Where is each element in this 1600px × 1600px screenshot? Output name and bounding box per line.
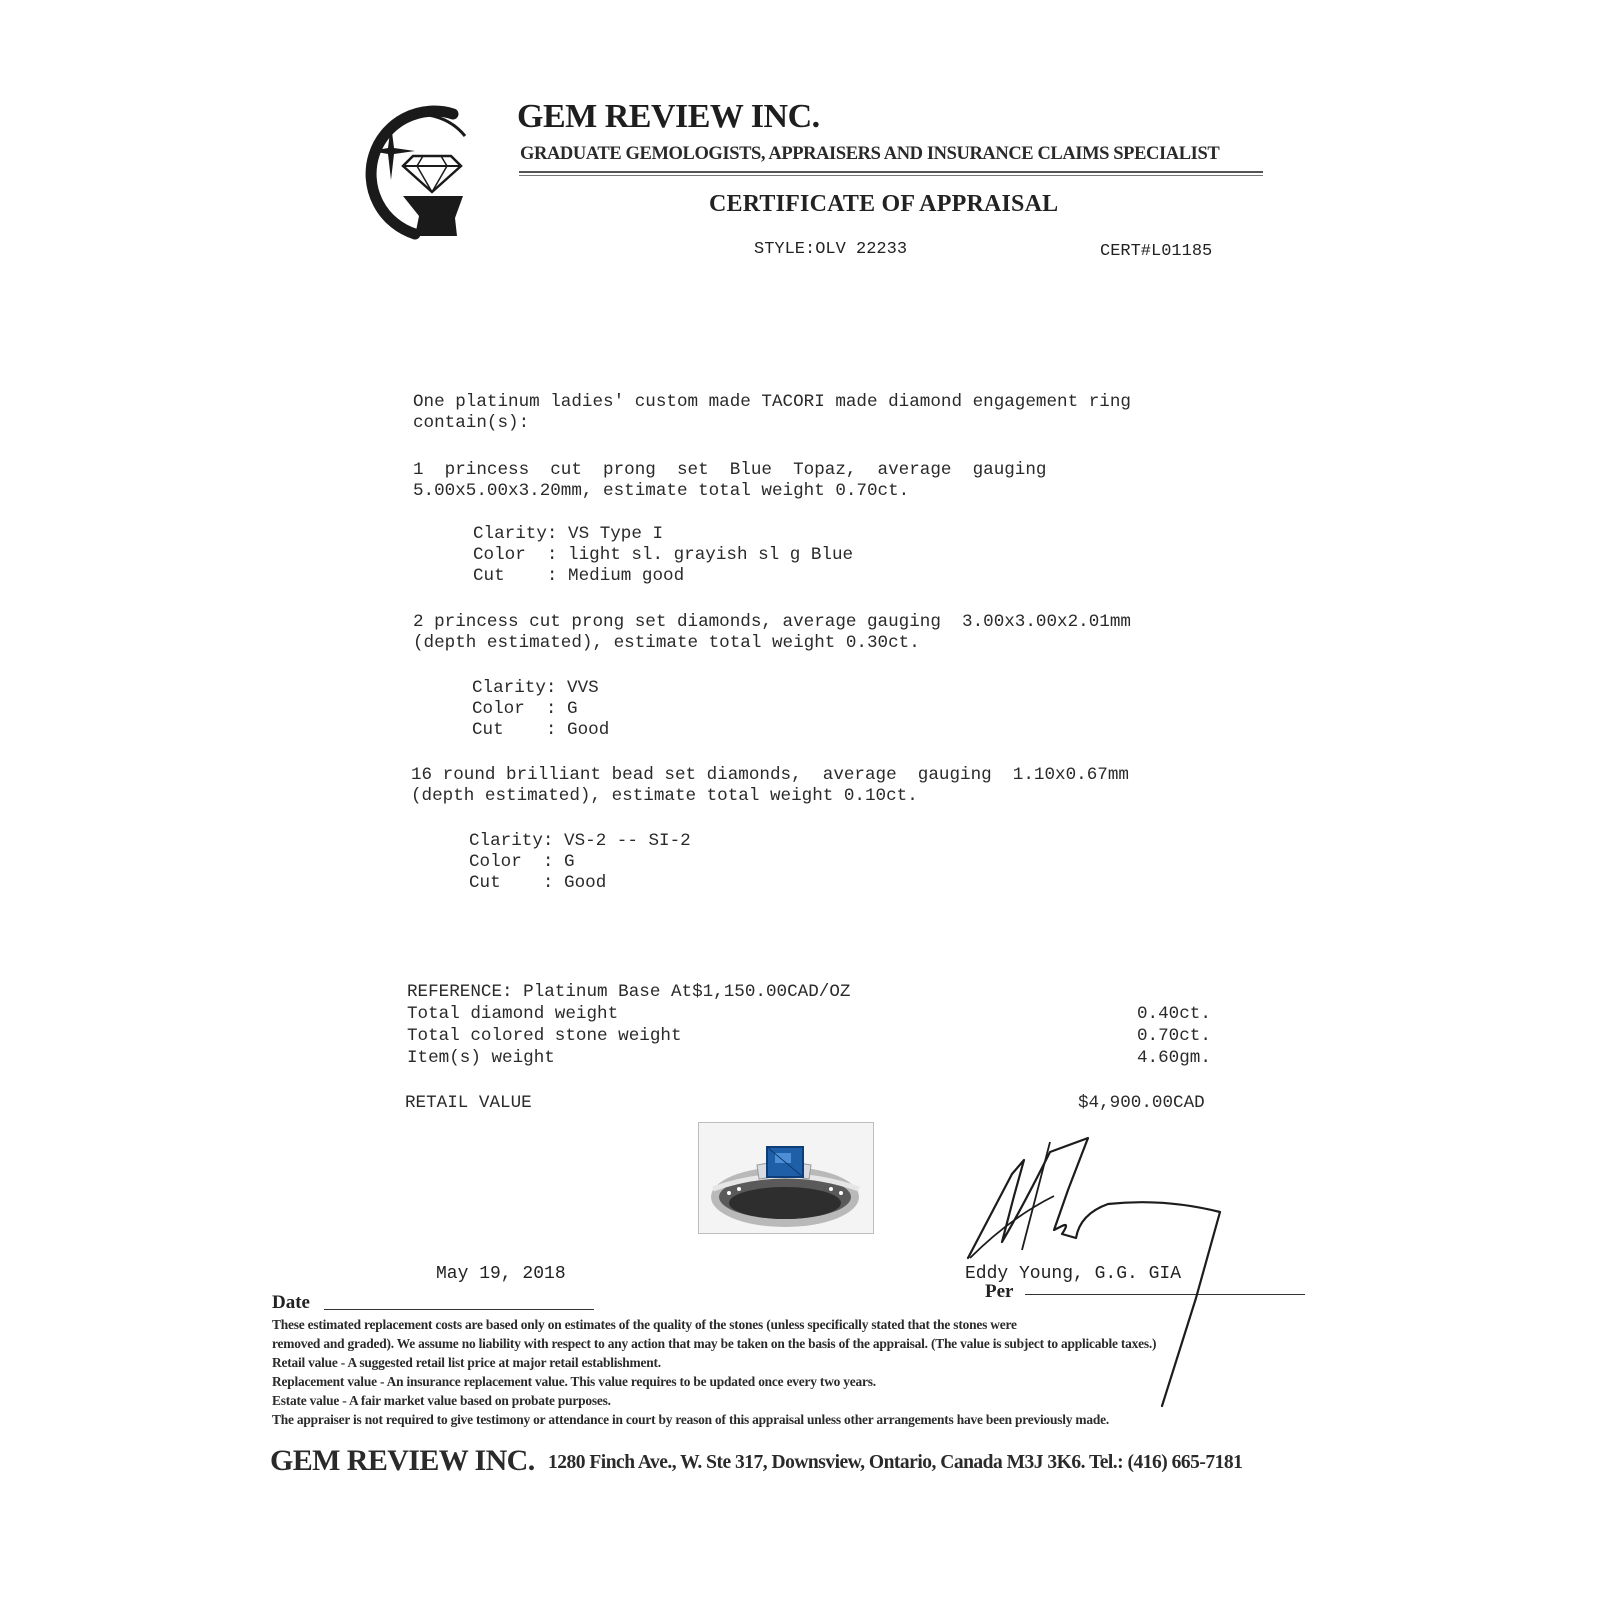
disclaimer-line-6: The appraiser is not required to give testimony or attendance in court by reason of this appraisal unless other arrangements have been previously made. xyxy=(272,1412,1109,1427)
total-colored-stone-weight-label: Total colored stone weight xyxy=(407,1026,682,1046)
disclaimer-line-2: removed and graded). We assume no liability with respect to any action that may be taken on the basis of the appraisal. (The value is subject to applicable taxes.) xyxy=(272,1336,1157,1351)
stone-2-line-2: (depth estimated), estimate total weight 0.30ct. xyxy=(413,633,920,653)
stone-1-line-2: 5.00x5.00x3.20mm, estimate total weight 0.70ct. xyxy=(413,481,910,501)
company-logo xyxy=(345,96,475,242)
certificate-number: CERT#L01185 xyxy=(1100,242,1213,261)
stone-3-line-1: 16 round brilliant bead set diamonds, average gauging 1.10x0.67mm xyxy=(411,765,1129,785)
stone-3-color: Color : G xyxy=(469,852,575,872)
total-diamond-weight-value: 0.40ct. xyxy=(1137,1004,1211,1024)
disclaimer-line-3: Retail value - A suggested retail list price at major retail establishment. xyxy=(272,1355,661,1370)
item-weight-value: 4.60gm. xyxy=(1137,1048,1211,1068)
header-rule xyxy=(519,171,1263,173)
stone-2-clarity: Clarity: VVS xyxy=(472,678,599,698)
retail-value-label: RETAIL VALUE xyxy=(405,1093,532,1113)
style-number: STYLE:OLV 22233 xyxy=(754,240,908,259)
appraisal-date: May 19, 2018 xyxy=(436,1264,566,1284)
certificate-title: CERTIFICATE OF APPRAISAL xyxy=(709,191,1059,217)
stone-1-cut: Cut : Medium good xyxy=(473,566,685,586)
footer-address: 1280 Finch Ave., W. Ste 317, Downsview, Ontario, Canada M3J 3K6. Tel.: (416) 665-7181 xyxy=(548,1452,1243,1473)
stone-2-cut: Cut : Good xyxy=(472,720,610,740)
description-line-1: One platinum ladies' custom made TACORI made diamond engagement ring xyxy=(413,392,1131,412)
stone-2-line-1: 2 princess cut prong set diamonds, average gauging 3.00x3.00x2.01mm xyxy=(413,612,1131,632)
per-line xyxy=(1025,1294,1305,1295)
footer-company-name: GEM REVIEW INC. xyxy=(270,1444,535,1477)
total-diamond-weight-label: Total diamond weight xyxy=(407,1004,619,1024)
date-label: Date xyxy=(272,1292,310,1313)
stone-1-color: Color : light sl. grayish sl g Blue xyxy=(473,545,854,565)
stone-1-clarity: Clarity: VS Type I xyxy=(473,524,664,544)
reference-line: REFERENCE: Platinum Base At$1,150.00CAD/OZ xyxy=(407,982,851,1002)
total-colored-stone-weight-value: 0.70ct. xyxy=(1137,1026,1211,1046)
disclaimer-line-4: Replacement value - An insurance replacement value. This value requires to be updated once every two years. xyxy=(272,1374,876,1389)
stone-3-cut: Cut : Good xyxy=(469,873,607,893)
per-label: Per xyxy=(985,1281,1014,1302)
appraiser-name: Eddy Young, G.G. GIA xyxy=(965,1264,1182,1284)
company-name: GEM REVIEW INC. xyxy=(517,98,820,135)
disclaimer-line-1: These estimated replacement costs are based only on estimates of the quality of the stones (unless specifically stated that the stones were xyxy=(272,1317,1017,1332)
ring-photo xyxy=(698,1122,874,1234)
retail-value-amount: $4,900.00CAD xyxy=(1078,1093,1205,1113)
stone-2-color: Color : G xyxy=(472,699,578,719)
description-line-2: contain(s): xyxy=(413,413,530,433)
date-line xyxy=(324,1309,594,1310)
stone-3-clarity: Clarity: VS-2 -- SI-2 xyxy=(469,831,691,851)
stone-1-line-1: 1 princess cut prong set Blue Topaz, average gauging xyxy=(413,460,1047,480)
disclaimer-line-5: Estate value - A fair market value based on probate purposes. xyxy=(272,1393,611,1408)
ring-icon xyxy=(699,1123,873,1233)
company-tagline: GRADUATE GEMOLOGISTS, APPRAISERS AND INSURANCE CLAIMS SPECIALIST xyxy=(520,144,1220,164)
item-weight-label: Item(s) weight xyxy=(407,1048,555,1068)
stone-3-line-2: (depth estimated), estimate total weight 0.10ct. xyxy=(411,786,918,806)
header-rule-thin xyxy=(519,175,1263,176)
